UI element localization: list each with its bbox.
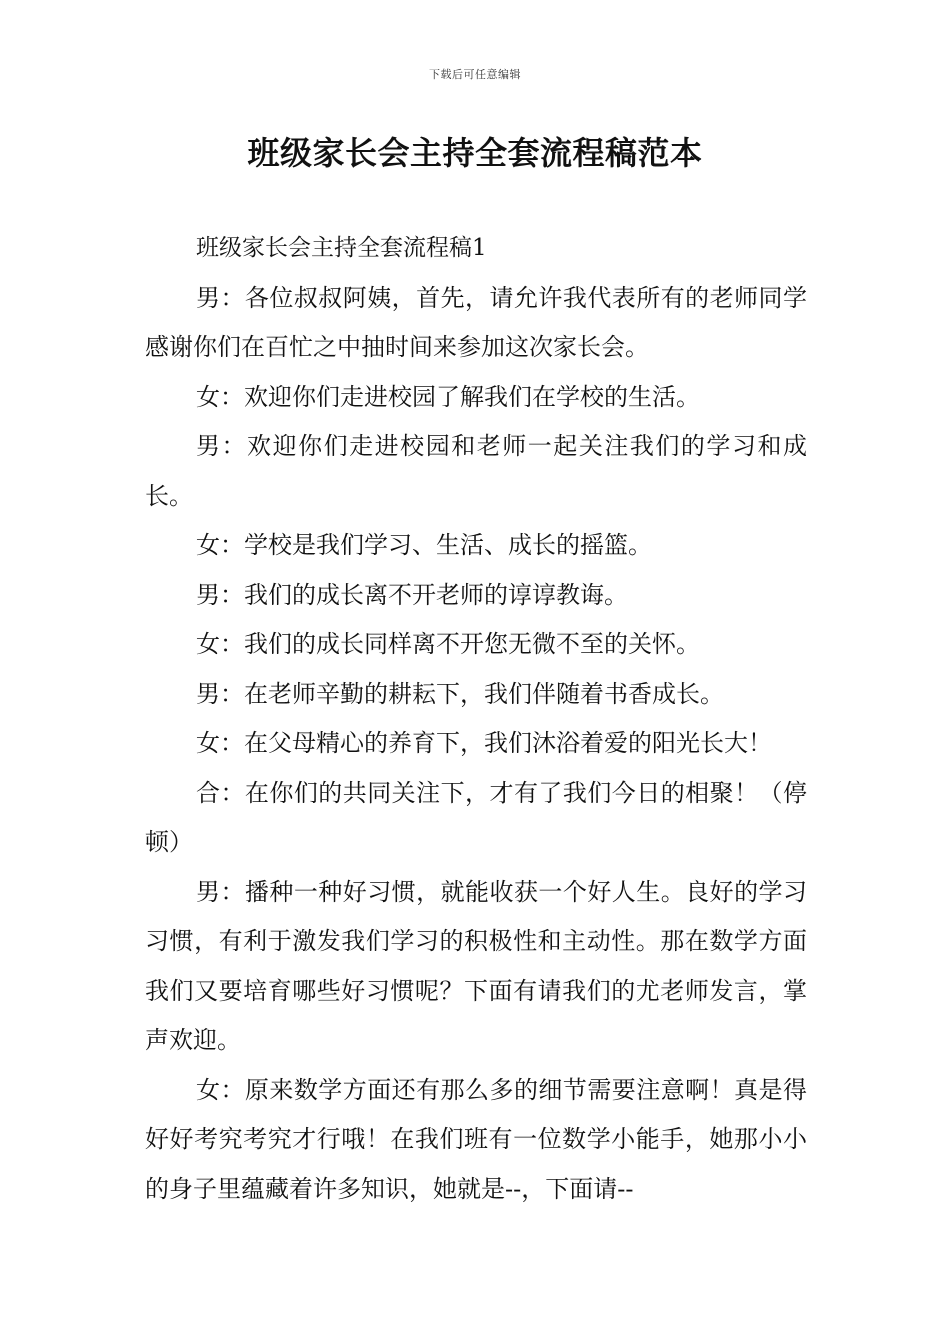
section-heading: 班级家长会主持全套流程稿1 xyxy=(196,235,487,261)
paragraph: 女：我们的成长同样离不开您无微不至的关怀。 xyxy=(196,630,700,658)
paragraph: 女：欢迎你们走进校园了解我们在学校的生活。 xyxy=(196,382,700,411)
paragraph: 男：在老师辛勤的耕耘下，我们伴随着书香成长。 xyxy=(196,679,724,708)
document-title: 班级家长会主持全套流程稿范本 xyxy=(247,134,703,172)
paragraph: 男：我们的成长离不开老师的谆谆教诲。 xyxy=(196,580,628,609)
header-note: 下载后可任意编辑 xyxy=(429,68,521,81)
paragraph-math-student: 女：原来数学方面还有那么多的细节需要注意啊！真是得好好考究考究才行哦！在我们班有一位数学小能手，她那小小的身子里蕴藏着许多知识，她就是--，下面请-- xyxy=(145,1075,807,1203)
paragraph-math-habits: 男：播种一种好习惯，就能收获一个好人生。良好的学习习惯，有利于激发我们学习的积极性和主动性。那在数学方面我们又要培育哪些好习惯呢？下面有请我们的尤老师发言，掌声欢迎。 xyxy=(145,877,807,1054)
paragraph-opening-greeting: 男：各位叔叔阿姨，首先，请允许我代表所有的老师同学感谢你们在百忙之中抽时间来参加这次家长会。 xyxy=(145,283,807,361)
paragraph-together: 合：在你们的共同关注下，才有了我们今日的相聚！（停顿） xyxy=(145,778,807,856)
paragraph: 男：欢迎你们走进校园和老师一起关注我们的学习和成长。 xyxy=(145,432,807,510)
paragraph: 女：在父母精心的养育下，我们沐浴着爱的阳光长大！ xyxy=(196,729,772,757)
document-body xyxy=(145,224,807,1214)
paragraph: 女：学校是我们学习、生活、成长的摇篮。 xyxy=(196,531,652,559)
